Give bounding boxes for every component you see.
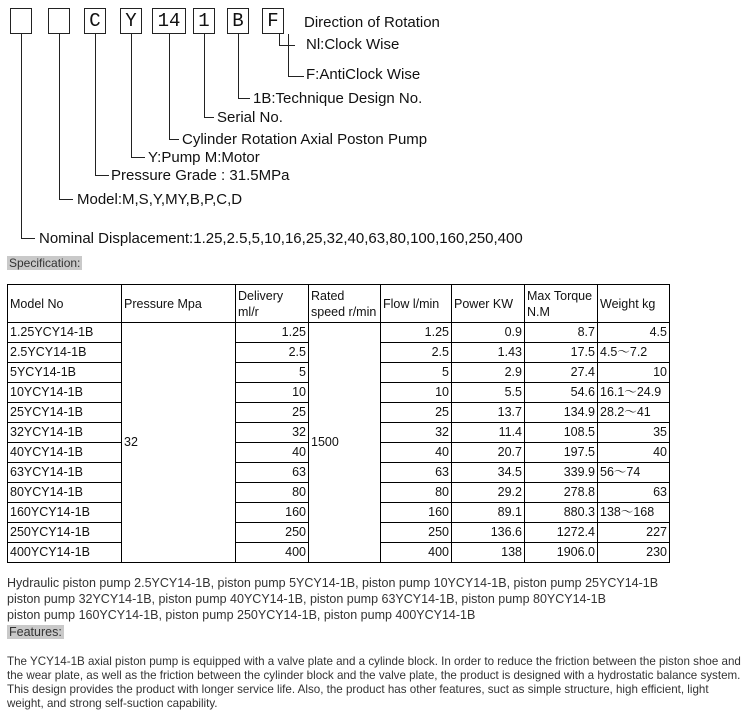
cell-power: 138 — [452, 543, 525, 563]
label-pump-motor: Y:Pump M:Motor — [148, 149, 260, 166]
cell-torque: 1272.4 — [525, 523, 598, 543]
code-box-b: B — [227, 8, 249, 34]
label-clockwise: Nl:Clock Wise — [306, 36, 400, 53]
cell-delivery: 2.5 — [236, 343, 309, 363]
cell-model: 10YCY14-1B — [8, 383, 122, 403]
cell-weight: 227 — [598, 523, 670, 543]
code-box-f: F — [262, 8, 284, 34]
connector-line — [169, 139, 179, 140]
connector-line — [21, 34, 22, 239]
cell-rated-speed: 1500 — [309, 323, 381, 563]
connector-line — [279, 34, 280, 45]
cell-delivery: 80 — [236, 483, 309, 503]
label-pump-type: Cylinder Rotation Axial Poston Pump — [182, 131, 428, 148]
code-box-14: 14 — [152, 8, 186, 34]
cell-torque: 134.9 — [525, 403, 598, 423]
cell-delivery: 1.25 — [236, 323, 309, 343]
cell-torque: 278.8 — [525, 483, 598, 503]
cell-flow: 10 — [381, 383, 452, 403]
cell-model: 5YCY14-1B — [8, 363, 122, 383]
cell-model: 1.25YCY14-1B — [8, 323, 122, 343]
code-box-2 — [48, 8, 70, 34]
connector-line — [288, 34, 289, 77]
connector-line — [131, 34, 132, 158]
cell-delivery: 400 — [236, 543, 309, 563]
label-pressure: Pressure Grade : 31.5MPa — [111, 167, 290, 184]
cell-weight: 63 — [598, 483, 670, 503]
cell-delivery: 40 — [236, 443, 309, 463]
label-direction: Direction of Rotation — [304, 14, 440, 31]
cell-power: 11.4 — [452, 423, 525, 443]
cell-weight: 138～168 — [598, 503, 670, 523]
cell-power: 13.7 — [452, 403, 525, 423]
cell-torque: 339.9 — [525, 463, 598, 483]
cell-torque: 880.3 — [525, 503, 598, 523]
cell-flow: 25 — [381, 403, 452, 423]
cell-torque: 8.7 — [525, 323, 598, 343]
col-model-no: Model No — [8, 285, 122, 323]
label-serial: Serial No. — [217, 109, 283, 126]
cell-weight: 4.5～7.2 — [598, 343, 670, 363]
model-code-diagram — [0, 0, 751, 252]
cell-torque: 1906.0 — [525, 543, 598, 563]
connector-line — [204, 34, 205, 118]
connector-line — [279, 45, 295, 46]
col-rated-speed: Rated speed r/min — [309, 285, 381, 323]
code-box-c: C — [84, 8, 106, 34]
table-header-row — [8, 285, 670, 323]
code-box-y: Y — [120, 8, 142, 34]
connector-line — [59, 199, 73, 200]
cell-delivery: 32 — [236, 423, 309, 443]
cell-torque: 54.6 — [525, 383, 598, 403]
connector-line — [238, 98, 250, 99]
cell-pressure: 32 — [122, 323, 236, 563]
cell-power: 5.5 — [452, 383, 525, 403]
cell-model: 400YCY14-1B — [8, 543, 122, 563]
col-power: Power KW — [452, 285, 525, 323]
label-model: Model:M,S,Y,MY,B,P,C,D — [77, 191, 243, 208]
cell-weight: 56～74 — [598, 463, 670, 483]
features-heading: Features: — [9, 625, 62, 639]
cell-weight: 230 — [598, 543, 670, 563]
cell-weight: 4.5 — [598, 323, 670, 343]
cell-power: 1.43 — [452, 343, 525, 363]
connector-line — [204, 117, 214, 118]
connector-line — [95, 175, 109, 176]
col-weight: Weight kg — [598, 285, 670, 323]
cell-power: 2.9 — [452, 363, 525, 383]
features-paragraph: The YCY14-1B axial piston pump is equipped with a valve plate and a cylinde block. In order to reduce the friction between the piston shoe and the wear plate, as well as the friction between the cylinder block and the valve plate, the product is designed with a hydrostatic balance system. This design provides the product with longer service life. Also, the product has other features, suct as simple structure, high efficient, light weight, and strong self-suction capability. — [7, 655, 741, 710]
connector-line — [131, 157, 145, 158]
cell-weight: 16.1～24.9 — [598, 383, 670, 403]
cell-flow: 80 — [381, 483, 452, 503]
connector-line — [95, 34, 96, 176]
col-delivery: Delivery ml/r — [236, 285, 309, 323]
cell-weight: 10 — [598, 363, 670, 383]
cell-delivery: 63 — [236, 463, 309, 483]
col-flow: Flow l/min — [381, 285, 452, 323]
cell-power: 20.7 — [452, 443, 525, 463]
cell-flow: 250 — [381, 523, 452, 543]
code-box-1-serial: 1 — [193, 8, 215, 34]
specification-table — [7, 284, 670, 563]
cell-delivery: 5 — [236, 363, 309, 383]
cell-power: 89.1 — [452, 503, 525, 523]
cell-delivery: 160 — [236, 503, 309, 523]
cell-power: 34.5 — [452, 463, 525, 483]
label-anticlockwise: F:AntiClock Wise — [306, 66, 421, 83]
col-max-torque: Max Torque N.M — [525, 285, 598, 323]
cell-model: 32YCY14-1B — [8, 423, 122, 443]
cell-flow: 32 — [381, 423, 452, 443]
cell-power: 0.9 — [452, 323, 525, 343]
cell-weight: 28.2～41 — [598, 403, 670, 423]
cell-model: 80YCY14-1B — [8, 483, 122, 503]
keywords-line-3: piston pump 160YCY14-1B, piston pump 250YCY14-1B, piston pump 400YCY14-1B — [7, 608, 476, 622]
cell-model: 2.5YCY14-1B — [8, 343, 122, 363]
cell-model: 250YCY14-1B — [8, 523, 122, 543]
cell-torque: 108.5 — [525, 423, 598, 443]
cell-power: 136.6 — [452, 523, 525, 543]
connector-line — [59, 34, 60, 200]
code-box-1 — [10, 8, 32, 34]
cell-model: 40YCY14-1B — [8, 443, 122, 463]
cell-flow: 2.5 — [381, 343, 452, 363]
label-displacement: Nominal Displacement:1.25,2.5,5,10,16,25,32,40,63,80,100,160,250,400 — [39, 230, 523, 247]
cell-torque: 197.5 — [525, 443, 598, 463]
cell-flow: 5 — [381, 363, 452, 383]
cell-torque: 17.5 — [525, 343, 598, 363]
cell-model: 25YCY14-1B — [8, 403, 122, 423]
connector-line — [169, 34, 170, 140]
table-row — [8, 323, 670, 343]
col-pressure: Pressure Mpa — [122, 285, 236, 323]
cell-power: 29.2 — [452, 483, 525, 503]
table-body — [8, 323, 670, 563]
cell-flow: 400 — [381, 543, 452, 563]
cell-torque: 27.4 — [525, 363, 598, 383]
cell-weight: 40 — [598, 443, 670, 463]
keywords-line-2: piston pump 32YCY14-1B, piston pump 40YCY14-1B, piston pump 63YCY14-1B, piston pump 80YCY14-1B — [7, 592, 606, 606]
keywords-line-1: Hydraulic piston pump 2.5YCY14-1B, piston pump 5YCY14-1B, piston pump 10YCY14-1B, piston pump 25YCY14-1B — [7, 576, 659, 590]
cell-flow: 63 — [381, 463, 452, 483]
cell-flow: 1.25 — [381, 323, 452, 343]
cell-flow: 160 — [381, 503, 452, 523]
connector-line — [21, 238, 35, 239]
cell-flow: 40 — [381, 443, 452, 463]
connector-line — [288, 76, 304, 77]
cell-weight: 35 — [598, 423, 670, 443]
cell-model: 160YCY14-1B — [8, 503, 122, 523]
cell-model: 63YCY14-1B — [8, 463, 122, 483]
specification-heading: Specification: — [9, 256, 81, 270]
cell-delivery: 250 — [236, 523, 309, 543]
label-technique: 1B:Technique Design No. — [253, 90, 423, 107]
connector-line — [238, 34, 239, 99]
cell-delivery: 10 — [236, 383, 309, 403]
cell-delivery: 25 — [236, 403, 309, 423]
